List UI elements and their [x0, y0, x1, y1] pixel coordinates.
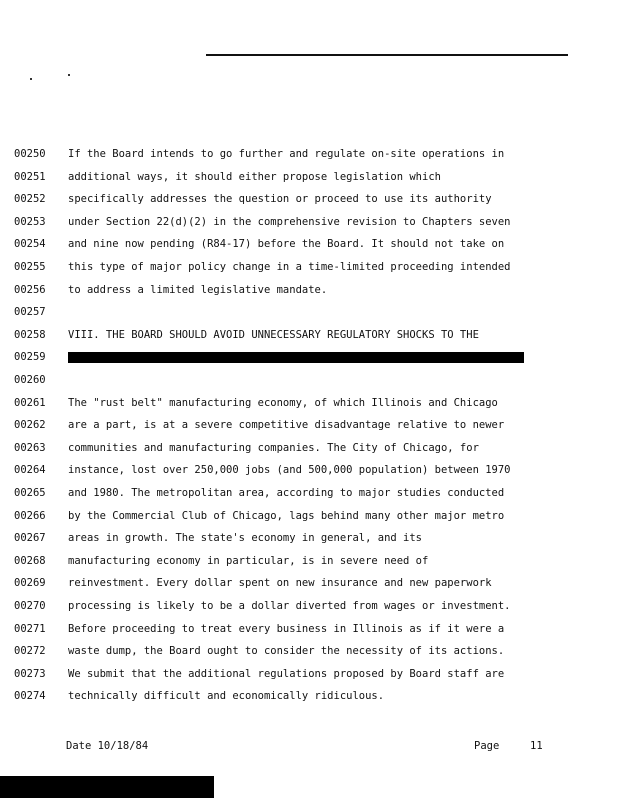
line-text: are a part, is at a severe competitive disadvantage relative to newer — [68, 419, 505, 432]
line-number: 00272 — [14, 645, 46, 658]
document-line — [14, 665, 504, 683]
line-text: communities and manufacturing companies. The City of Chicago, for — [68, 441, 479, 454]
line-text: areas in growth. The state's economy in general, and its — [68, 532, 423, 545]
document-line — [14, 574, 492, 592]
line-number: 00255 — [14, 261, 46, 273]
document-line — [14, 394, 498, 412]
line-number: 00269 — [14, 577, 46, 590]
document-line — [14, 168, 441, 186]
line-text: technically difficult and economically ridiculous. — [68, 690, 385, 703]
line-text: reinvestment. Every dollar spent on new insurance and new paperwork — [68, 577, 492, 590]
document-line — [14, 461, 511, 479]
line-text: this type of major policy change in a time-limited proceeding intended — [68, 261, 511, 273]
line-number: 00254 — [14, 238, 46, 251]
line-number: 00273 — [14, 667, 46, 680]
document-line — [14, 235, 504, 253]
line-number: 00274 — [14, 690, 46, 703]
line-text: The "rust belt" manufacturing economy, of which Illinois and Chicago — [68, 396, 498, 409]
document-line — [14, 213, 511, 231]
line-number: 00271 — [14, 622, 46, 635]
line-text: under Section 22(d)(2) in the comprehensive revision to Chapters seven — [68, 215, 511, 228]
document-line — [14, 416, 504, 434]
line-number: 00265 — [14, 487, 46, 499]
line-text: instance, lost over 250,000 jobs (and 500,000 population) between 1970 — [68, 464, 511, 477]
document-line — [14, 507, 504, 525]
redaction-bar — [68, 352, 524, 363]
bottom-redaction-bar — [0, 776, 214, 798]
line-number: 00253 — [14, 215, 46, 228]
line-text: We submit that the additional regulations proposed by Board staff are — [68, 667, 505, 680]
document-line — [14, 281, 327, 299]
line-text: additional ways, it should either propose legislation which — [68, 170, 441, 183]
line-text: to address a limited legislative mandate. — [68, 283, 328, 296]
document-line — [14, 348, 68, 366]
line-number: 00258 — [14, 328, 46, 341]
line-text: waste dump, the Board ought to consider the necessity of its actions. — [68, 645, 505, 658]
line-number: 00261 — [14, 396, 46, 409]
line-number: 00264 — [14, 464, 46, 477]
line-text: and nine now pending (R84-17) before the Board. It should not take on — [68, 238, 505, 251]
line-text: If the Board intends to go further and regulate on-site operations in — [68, 148, 505, 160]
document-line — [14, 303, 68, 321]
line-number: 00251 — [14, 170, 46, 183]
document-line — [14, 552, 428, 570]
line-number: 00270 — [14, 600, 46, 612]
document-line — [14, 687, 384, 705]
line-text: VIII. THE BOARD SHOULD AVOID UNNECESSARY REGULATORY SHOCKS TO THE — [68, 328, 479, 341]
footer-page-number: 11 — [530, 740, 543, 752]
line-text: Before proceeding to treat every business in Illinois as if it were a — [68, 622, 505, 635]
document-line — [14, 371, 68, 389]
line-number: 00263 — [14, 441, 46, 454]
document-line — [14, 597, 511, 615]
line-number: 00262 — [14, 419, 46, 432]
footer-page-label: Page — [474, 740, 500, 752]
line-number: 00260 — [14, 374, 46, 386]
line-number: 00267 — [14, 532, 46, 545]
document-line — [14, 642, 504, 660]
scan-speck — [30, 78, 32, 80]
document-line — [14, 529, 422, 547]
document-line — [14, 439, 479, 457]
document-line — [14, 326, 479, 344]
document-line — [14, 190, 492, 208]
document-line — [14, 258, 511, 276]
line-text: by the Commercial Club of Chicago, lags behind many other major metro — [68, 509, 505, 522]
line-number: 00266 — [14, 509, 46, 522]
document-line — [14, 620, 504, 638]
line-number: 00256 — [14, 283, 46, 296]
top-rule — [206, 54, 568, 56]
scan-speck — [68, 74, 70, 76]
line-number: 00268 — [14, 554, 46, 567]
line-text: and 1980. The metropolitan area, according to major studies conducted — [68, 487, 505, 499]
line-number: 00250 — [14, 148, 46, 160]
line-number: 00259 — [14, 351, 46, 364]
document-line — [14, 145, 504, 163]
line-number: 00257 — [14, 306, 46, 319]
document-line — [14, 484, 504, 502]
line-text: processing is likely to be a dollar diverted from wages or investment. — [68, 600, 511, 612]
footer-date: Date 10/18/84 — [66, 740, 149, 752]
line-number: 00252 — [14, 193, 46, 206]
line-text: specifically addresses the question or proceed to use its authority — [68, 193, 492, 206]
line-text: manufacturing economy in particular, is in severe need of — [68, 554, 429, 567]
